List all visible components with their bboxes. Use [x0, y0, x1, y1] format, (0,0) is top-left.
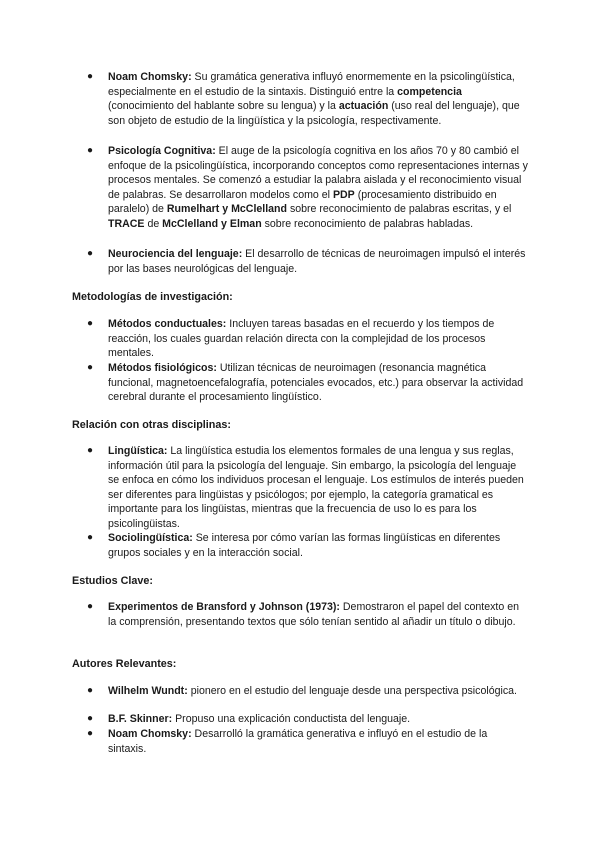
item-text: Se interesa por cómo varían las formas lingüísticas en diferentes grupos sociales y en la interacción social. — [108, 532, 501, 559]
list-item — [87, 727, 528, 756]
item-text: Demostraron el papel del contexto en la comprensión, presentando textos que sólo tenían sentido al añadir un título o dibujo. — [108, 601, 519, 628]
item-text: El auge de la psicología cognitiva en los años 70 y 80 cambió el enfoque de la psicolingüística, incorporando conceptos como representaciones internas y procesos mentales. Se comenzó a estudiar la palabra aislada y el reconocimiento visual de palabras. Se desarrollaron modelos como el — [108, 145, 528, 201]
item-term: Métodos fisiológicos: — [108, 362, 217, 374]
bullet-icon: ● — [87, 601, 94, 612]
item-text: La lingüística estudia los elementos formales de una lengua y sus reglas, información útil para la psicología del lenguaje. Sin embargo, la psicología del lenguaje se enfoca en cómo los individuos procesan el lenguaje. Los estímulos de interés pueden ser diferentes para lingüistas y psicólogos; por ejemplo, la categoría gramatical es importante para los lingüistas, mientras que la frecuencia de uso lo es para los psicolingüistas. — [108, 445, 524, 530]
item-term: Lingüística: — [108, 445, 168, 457]
item-term: Experimentos de Bransford y Johnson (1973): — [108, 601, 340, 613]
list-item — [87, 70, 528, 128]
item-text: (procesamiento distribuido en paralelo) de — [108, 188, 497, 216]
item-term: TRACE — [108, 217, 145, 230]
list-item — [87, 144, 528, 232]
item-text: sobre reconocimiento de palabras habladas. — [261, 217, 474, 230]
item-text: sobre reconocimiento de palabras escritas, y el — [287, 203, 512, 216]
item-term: Neurociencia del lenguaje: — [108, 248, 243, 260]
item-text: de — [144, 217, 163, 230]
bullet-icon: ● — [87, 362, 94, 373]
item-term: PDP — [332, 188, 355, 201]
section-heading: Metodologías de investigación: — [72, 291, 233, 303]
item-term: competencia — [397, 85, 462, 98]
section-heading: Relación con otras disciplinas: — [72, 419, 231, 431]
item-term: Noam Chomsky: — [108, 71, 192, 83]
bullet-icon: ● — [87, 145, 94, 156]
item-text: El desarrollo de técnicas de neuroimagen impulsó el interés por las bases neurológicas del lenguaje. — [108, 248, 526, 275]
item-text: Desarrolló la gramática generativa e influyó en el estudio de la sintaxis. — [108, 728, 488, 755]
item-term: Wilhelm Wundt: — [108, 685, 188, 697]
item-text: Su gramática generativa influyó enormemente en la psicolingüística, especialmente en el estudio de la sintaxis. Distinguió entre la — [108, 71, 515, 98]
item-term: actuación — [338, 100, 389, 113]
item-term: B.F. Skinner: — [108, 713, 173, 725]
bullet-icon: ● — [87, 445, 94, 456]
item-term: Psicología Cognitiva: — [108, 145, 216, 157]
bullet-icon: ● — [87, 71, 94, 82]
list-item — [87, 361, 528, 405]
item-term: Rumelhart y McClelland — [166, 203, 287, 216]
item-term: Sociolingüística: — [108, 532, 193, 544]
list-item — [87, 444, 528, 532]
list-item — [87, 684, 528, 699]
item-text: (conocimiento del hablante sobre su lengua) y la — [108, 100, 339, 113]
list-item — [87, 531, 528, 560]
list-item — [87, 317, 528, 361]
list-item — [87, 600, 528, 629]
item-text: pionero en el estudio del lenguaje desde una perspectiva psicológica. — [187, 685, 517, 697]
bullet-icon: ● — [87, 713, 94, 724]
section-heading: Autores Relevantes: — [72, 658, 177, 670]
item-term: Métodos conductuales: — [108, 318, 227, 330]
bullet-icon: ● — [87, 728, 94, 739]
item-term: Noam Chomsky: — [108, 728, 192, 740]
section-heading: Estudios Clave: — [72, 575, 153, 587]
item-text: Utilizan técnicas de neuroimagen (resonancia magnética funcional, magnetoencefalografía, potenciales evocados, etc.) para observar la actividad cerebral durante el procesamiento lingüístico. — [108, 362, 524, 404]
bullet-icon: ● — [87, 248, 94, 259]
list-item — [87, 247, 528, 276]
item-term: McClelland y Elman — [162, 217, 262, 230]
bullet-icon: ● — [87, 685, 94, 696]
item-text: Incluyen tareas basadas en el recuerdo y los tiempos de reacción, los cuales guardan relación directa con la complejidad de los procesos mentales. — [108, 318, 495, 360]
bullet-icon: ● — [87, 532, 94, 543]
list-item — [87, 712, 528, 727]
item-text: Propuso una explicación conductista del lenguaje. — [172, 713, 411, 725]
item-text: (uso real del lenguaje), que son objeto de estudio de la lingüística y la psicología, respectivamente. — [108, 100, 520, 127]
bullet-icon: ● — [87, 318, 94, 329]
